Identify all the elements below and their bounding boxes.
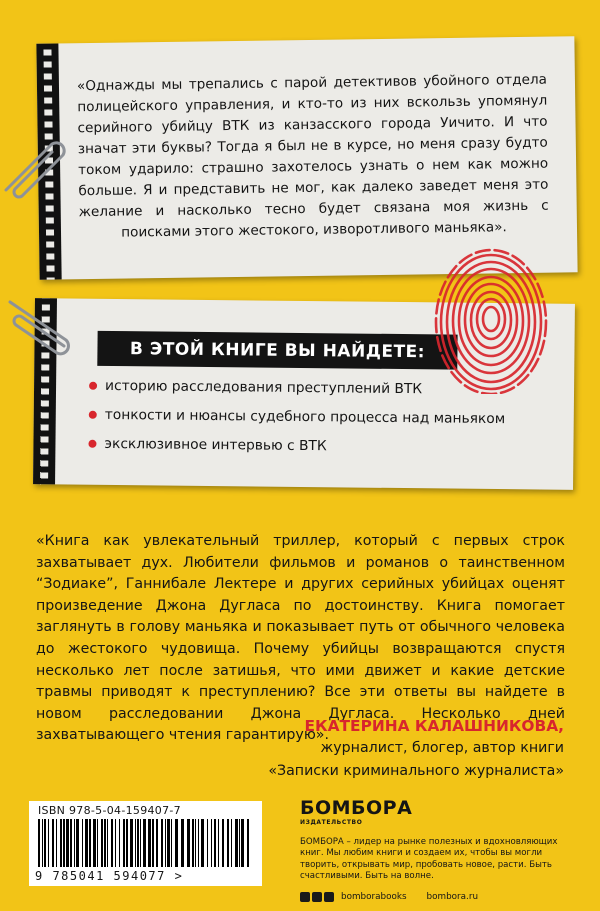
barcode-digits: 9 785041 594077 > <box>35 869 184 883</box>
author-name: ЕКАТЕРИНА КАЛАШНИКОВА, <box>304 717 564 735</box>
barcode-bar <box>44 819 46 867</box>
barcode-bar <box>198 819 199 867</box>
barcode-bar <box>241 819 244 867</box>
barcode-box <box>29 801 262 886</box>
barcode-bar <box>130 819 133 867</box>
social-icon <box>300 892 310 902</box>
barcode-bar <box>101 819 103 867</box>
barcode-bar <box>48 819 49 867</box>
barcode-bar <box>218 819 219 867</box>
barcode-bar <box>231 819 232 867</box>
barcode-bar <box>171 819 172 867</box>
barcode-bar <box>42 819 43 867</box>
website-link[interactable]: bombora.ru <box>426 892 479 903</box>
author-book: «Записки криминального журналиста» <box>268 763 564 779</box>
barcode-bar <box>195 819 196 867</box>
publisher-subtitle: ИЗДАТЕЛЬСТВО <box>300 819 363 826</box>
isbn-number: ISBN 978-5-04-159407-7 <box>38 804 181 817</box>
list-item: историю расследования преступлений ВТК <box>89 376 559 402</box>
barcode-bar <box>52 819 54 867</box>
barcode-bar <box>175 819 178 867</box>
barcode-bar <box>119 819 120 867</box>
barcode-bar <box>167 819 170 867</box>
barcode-bar <box>152 819 154 867</box>
barcode-bar <box>97 819 98 867</box>
publisher-links <box>300 892 575 902</box>
review-text: «Книга как увлекательный триллер, который с первых строк захватывает дух. Любители фильмов и романов о таинственном “Зодиаке”, Ганнибале Лектере и других серийных убийцах оценят произведение Джона Дугласа по достоинству. Книга помогает заглянуть в голову маньяка и показывает путь от обычного человека до жестокого чудовища. Почему убийцы возвращаются спустя несколько лет после затишья, что ими движет и какие детские травмы приводят к преступлению? Все эти ответы вы найдете в новом расследовании Джона Дугласа. Несколько дней захватывающего чтения гарантирую». <box>36 533 565 744</box>
barcode-bar <box>93 819 96 867</box>
paperclip-icon <box>0 130 70 200</box>
barcode-bar <box>181 819 184 867</box>
barcode-bar <box>74 819 75 867</box>
publisher-block <box>300 798 575 902</box>
barcode-bar <box>222 819 224 867</box>
barcode-bar <box>60 819 62 867</box>
barcode-bar <box>126 819 128 867</box>
barcode-bar <box>85 819 88 867</box>
barcode-bar <box>89 819 91 867</box>
barcode-bar <box>239 819 240 867</box>
barcode-bar <box>70 819 72 867</box>
barcode-bar <box>137 819 139 867</box>
author-quote: «Однажды мы трепались с парой детективов убойного отдела полицейского управления, и кто-то из них вскользь упомянул серийного убийцу ВТК из канзасского города Уичито. И что значат эти буквы? Тогда я был не в курсе, но меня сразу будто током ударило: страшно захотелось узнать о нем как можно больше. Я и представить не мог, как далеко заведет меня это желание и насколько тесно будет связана моя жизнь с поисками этого жестокого, изворотливого маньяка». <box>76 71 549 241</box>
barcode-bar <box>192 819 194 867</box>
barcode-bar <box>187 819 190 867</box>
barcode-bar <box>143 819 146 867</box>
barcode-bar <box>107 819 108 867</box>
features-heading: В ЭТОЙ КНИГЕ ВЫ НАЙДЕТЕ: <box>97 331 457 370</box>
list-item: тонкости и нюансы судебного процесса над маньяком <box>89 405 559 431</box>
barcode-bar <box>227 819 229 867</box>
barcode-icon <box>38 819 254 869</box>
barcode-bar <box>56 819 57 867</box>
barcode-bar <box>156 819 158 867</box>
barcode-bar <box>104 819 106 867</box>
author-role: журналист, блогер, автор книги <box>320 740 564 756</box>
barcode-bar <box>235 819 238 867</box>
fingerprint-icon <box>432 244 550 394</box>
barcode-bar <box>123 819 125 867</box>
social-icon <box>324 892 334 902</box>
barcode-bar <box>76 819 79 867</box>
barcode-bar <box>115 819 116 867</box>
list-item: эксклюзивное интервью с ВТК <box>88 434 558 460</box>
barcode-bar <box>148 819 151 867</box>
review-author <box>268 715 564 783</box>
barcode-bar <box>161 819 163 867</box>
barcode-bar <box>201 819 204 867</box>
social-handle[interactable]: bomborabooks <box>341 892 407 903</box>
barcode-bar <box>214 819 216 867</box>
publisher-description: БОМБОРА – лидер на рынке полезных и вдохновляющих книг. Мы любим книги и создаем их, чтобы вы могли творить, открывать мир, пробовать новое, расти. Быть счастливыми. Быть на волне. <box>300 837 558 881</box>
barcode-bar <box>38 819 40 867</box>
publisher-logo: БОМБОРА <box>300 797 413 819</box>
barcode-bar <box>66 819 69 867</box>
paperclip-icon <box>6 292 82 356</box>
barcode-bar <box>140 819 141 867</box>
barcode-bar <box>211 819 212 867</box>
barcode-bar <box>111 819 113 867</box>
barcode-bar <box>135 819 136 867</box>
barcode-bar <box>82 819 83 867</box>
social-icon <box>312 892 322 902</box>
barcode-bar <box>207 819 208 867</box>
barcode-bar <box>247 819 249 867</box>
barcode-bar <box>63 819 65 867</box>
barcode-bar <box>165 819 166 867</box>
